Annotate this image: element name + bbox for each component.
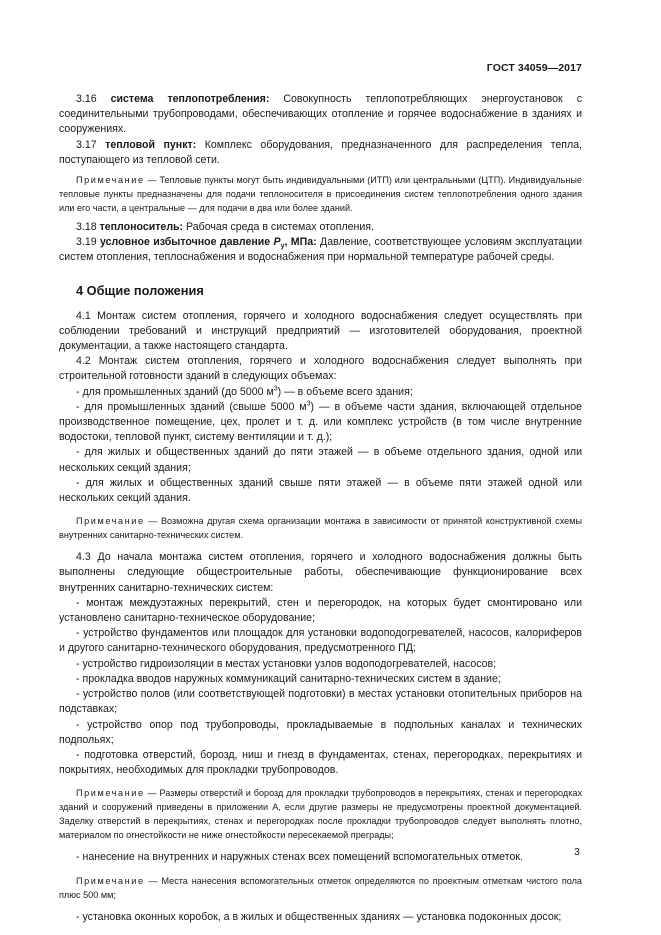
list-item <box>59 385 582 400</box>
superscript: 3 <box>273 385 278 393</box>
note-4-3 <box>59 786 582 842</box>
list-item: - для жилых и общественных зданий свыше пяти этажей — в объеме пяти этажей одной или нескольких секций здания. <box>59 476 582 505</box>
term-definition: Давление, соответствующее условиям эксплуатации систем отопления, теплоснабжения и водоснабжения при нормальной температуре рабочей среды. <box>59 236 583 264</box>
term-name: условное избыточное давление <box>100 236 274 249</box>
list-item-text: - для промышленных зданий (до 5000 м <box>76 385 274 398</box>
list-item: - устройство фундаментов или площадок для установки водоподогревателей, насосов, калориферов и другого санитарно-технического оборудования, предусмотренного ПД; <box>59 627 582 655</box>
list-item: - монтаж междуэтажных перекрытий, стен и перегородок, на которых будет смонтировано или установлено санитарно-техническое оборудование; <box>59 596 582 625</box>
note-marks <box>59 874 582 902</box>
list-item: - нанесение на внутренних и наружных стенах всех помещений вспомогательных отметок. <box>76 851 523 864</box>
document-code-header: ГОСТ 34059—2017 <box>486 62 582 74</box>
term-name: теплоноситель: <box>99 221 184 234</box>
list-item-text: - для промышленных зданий (свыше 5000 м <box>76 400 307 413</box>
list-item <box>59 400 582 446</box>
page-body <box>59 92 582 925</box>
note-text: — Возможна другая схема организации монтажа в зависимости от принятой конструктивной схемы внутренних санитарно-технических систем. <box>59 516 582 541</box>
term-definition: Комплекс оборудования, предназначенного для распределения тепла, поступающего из тепловой сети. <box>59 138 583 166</box>
term-name: система теплопотребления: <box>110 93 270 105</box>
term-number: 3.17 <box>76 138 106 151</box>
note-text: — Тепловые пункты могут быть индивидуальными (ИТП) или центральными (ЦТП). Индивидуальные тепловые пункты предназначены для подачи теплоносителя в присоединения систем теплопотребления одного здания или его части, а центральные — для подачи в два или более зданий. <box>59 175 582 214</box>
superscript: 3 <box>306 400 311 408</box>
term-symbol: P <box>273 236 281 249</box>
note-label: Примечание <box>76 516 145 527</box>
list-item: - устройство полов (или соответствующей подготовки) в местах установки отопительных приборов на подставках; <box>59 688 582 716</box>
term-3-16 <box>59 92 582 138</box>
clause-4-1: 4.1 Монтаж систем отопления, горячего и холодного водоснабжения следует осуществлять при соблюдении требований и инструкций предприятий — изготовителей оборудования, проектной документации, а также настоящего стандарта. <box>59 309 582 353</box>
term-definition: Совокупность теплопотребляющих энергоустановок с соединительными трубопроводами, обеспечивающих отопление и горячее водоснабжение в зданиях и сооружениях. <box>59 93 582 136</box>
list-item: - устройство опор под трубопроводы, прокладываемые в подпольных каналах и технических подпольях; <box>59 718 582 746</box>
note-label: Примечание <box>76 875 145 886</box>
page-number: 3 <box>574 846 580 858</box>
note-label: Примечание <box>76 175 145 186</box>
list-item-text: ) — в объеме всего здания; <box>277 385 413 398</box>
list-item: - подготовка отверстий, борозд, ниш и гнезд в фундаментах, стенах, перегородках, перекрытиях и покрытиях, необходимых для прокладки трубопроводов. <box>59 748 582 777</box>
term-number: 3.19 <box>76 236 100 249</box>
note-4-2 <box>59 514 582 542</box>
list-item: - устройство гидроизоляции в местах установки узлов водоподогревателей, насосов; <box>76 657 497 670</box>
list-item: - установка оконных коробок, а в жилых и общественных зданиях — установка подоконных досок; <box>76 910 562 923</box>
list-item: - для жилых и общественных зданий до пяти этажей — в объеме отдельного здания, одной или нескольких секций здания; <box>59 446 582 474</box>
note-3-17 <box>59 173 582 215</box>
list-item: - прокладка вводов наружных коммуникаций санитарно-технических систем в здание; <box>76 672 501 685</box>
term-number: 3.16 <box>76 93 111 105</box>
term-3-18 <box>59 220 582 235</box>
list-item-text: ) — в объеме части здания, включающей отдельное производственное помещение, цех, пролет и т. д. или комплекс устройств (в том числе внутренние водостоки, тепловой пункт, систему вентиляции и т. д.); <box>59 400 582 444</box>
note-label: Примечание <box>76 788 145 799</box>
term-name: тепловой пункт: <box>105 138 197 151</box>
term-3-19 <box>59 235 582 265</box>
term-unit: , МПа: <box>284 236 317 249</box>
term-3-17 <box>59 138 582 168</box>
term-number: 3.18 <box>76 221 100 234</box>
term-symbol-subscript: y <box>280 243 285 251</box>
term-definition: Рабочая среда в системах отопления. <box>183 221 374 234</box>
clause-4-3: 4.3 До начала монтажа систем отопления, горячего и холодного водоснабжения должны быть выполнены следующие общестроительные работы, обеспечивающие функционирование всех внутренних санитарно-технических систем: <box>59 551 582 594</box>
section-title: 4 Общие положения <box>76 282 204 298</box>
note-text: — Места нанесения вспомогательных отметок определяются по проектным отметкам чистого пола плюс 500 мм; <box>59 875 582 900</box>
clause-4-2: 4.2 Монтаж систем отопления, горячего и холодного водоснабжения следует выполнять при строительной готовности зданий в следующих объемах: <box>59 355 582 383</box>
note-text: — Размеры отверстий и борозд для прокладки трубопроводов в перекрытиях, стенах и перегородках зданий и сооружений приведены в приложении А, если другие размеры не предусмотрены проектной документацией. Заделку отверстий в перекрытиях, стенах и перегородках после прокладки трубопроводов следует выполнять плотно, материалом по огнестойкости не ниже огнестойкости пересекаемой преграды; <box>59 788 582 841</box>
